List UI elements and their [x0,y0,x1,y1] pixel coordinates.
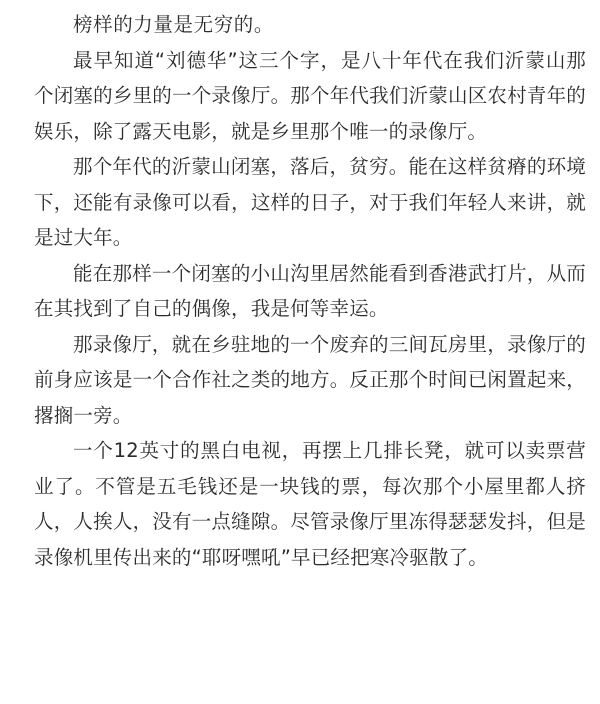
paragraph-2: 最早知道“刘德华”这三个字，是八十年代在我们沂蒙山那个闭塞的乡里的一个录像厅。那个年代我们沂蒙山区农村青年的娱乐，除了露天电影，就是乡里那个唯一的录像厅。 [34,48,586,143]
paragraph-3: 那个年代的沂蒙山闭塞，落后，贫穷。能在这样贫瘠的环境下，还能有录像可以看，这样的日子，对于我们年轻人来讲，就是过大年。 [34,155,586,249]
paragraph-5: 那录像厅，就在乡驻地的一个废弃的三间瓦房里，录像厅的前身应该是一个合作社之类的地方。反正那个时间已闲置起来，撂搁一旁。 [34,332,586,427]
paragraph-4: 能在那样一个闭塞的小山沟里居然能看到香港武打片，从而在其找到了自己的偶像，我是何等幸运。 [34,261,586,320]
paragraph-6: 一个12英寸的黑白电视，再摆上几排长凳，就可以卖票营业了。不管是五毛钱还是一块钱的票，每次那个小屋里都人挤人，人挨人，没有一点缝隙。尽管录像厅里冻得瑟瑟发抖，但是录像机里传出来的“耶呀嘿吼”早已经把寒冷驱散了。 [34,439,586,569]
paragraph-1: 榜样的力量是无穷的。 [73,13,275,36]
